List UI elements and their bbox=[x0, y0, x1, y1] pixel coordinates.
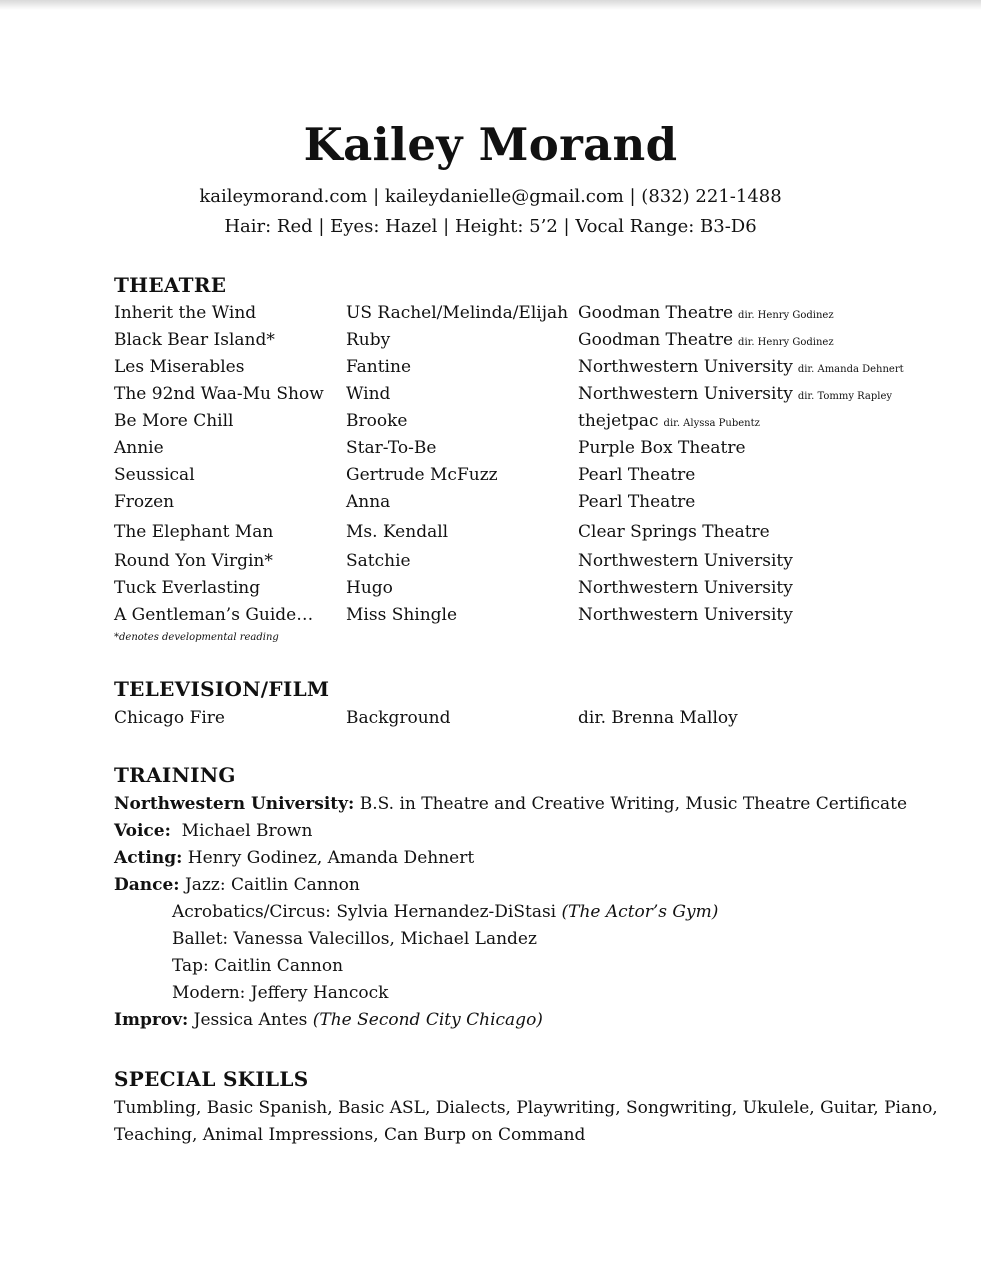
theatre-row bbox=[0, 384, 981, 408]
training-label: Dance: bbox=[114, 875, 180, 895]
show-title: Tuck Everlasting bbox=[114, 578, 261, 598]
role: Miss Shingle bbox=[346, 605, 458, 625]
venue: Pearl Theatre bbox=[578, 465, 696, 485]
director: dir. Alyssa Pubentz bbox=[663, 418, 760, 429]
theatre-row bbox=[0, 438, 981, 462]
training-acting bbox=[114, 848, 474, 868]
training-tap: Tap: Caitlin Cannon bbox=[172, 956, 344, 976]
theatre-row bbox=[0, 303, 981, 327]
skills-line-2: Teaching, Animal Impressions, Can Burp on Command bbox=[114, 1125, 586, 1145]
show-title: Chicago Fire bbox=[114, 708, 225, 728]
training-modern: Modern: Jeffery Hancock bbox=[172, 983, 389, 1003]
venue-cell bbox=[578, 303, 834, 323]
training-text: Jessica Antes bbox=[188, 1010, 313, 1030]
director: dir. Tommy Rapley bbox=[797, 391, 893, 402]
role: Ms. Kendall bbox=[346, 522, 449, 542]
show-title: Black Bear Island* bbox=[114, 330, 275, 350]
training-note: (The Actor’s Gym) bbox=[561, 902, 719, 922]
resume-name: Kailey Morand bbox=[303, 118, 678, 171]
venue-cell bbox=[578, 384, 892, 404]
theatre-heading: THEATRE bbox=[114, 273, 227, 297]
venue: Northwestern University bbox=[578, 578, 793, 598]
training-text: Henry Godinez, Amanda Dehnert bbox=[182, 848, 475, 868]
theatre-row bbox=[0, 578, 981, 602]
venue: thejetpac bbox=[578, 411, 659, 431]
special-skills-heading: SPECIAL SKILLS bbox=[114, 1067, 309, 1091]
venue: Pearl Theatre bbox=[578, 492, 696, 512]
show-title: The Elephant Man bbox=[114, 522, 274, 542]
theatre-row bbox=[0, 522, 981, 546]
training-label: Acting: bbox=[114, 848, 183, 868]
training-text: Michael Brown bbox=[170, 821, 313, 841]
role: Background bbox=[346, 708, 451, 728]
show-title: Frozen bbox=[114, 492, 175, 512]
training-text: Acrobatics/Circus: Sylvia Hernandez-DiStasi bbox=[172, 902, 562, 922]
venue: Northwestern University bbox=[578, 551, 793, 571]
theatre-row bbox=[0, 492, 981, 516]
role: Anna bbox=[346, 492, 391, 512]
role: Brooke bbox=[346, 411, 408, 431]
training-label: Northwestern University: bbox=[114, 794, 355, 814]
page-top-shadow bbox=[0, 0, 981, 10]
role: Wind bbox=[346, 384, 391, 404]
theatre-row bbox=[0, 330, 981, 354]
show-title: Seussical bbox=[114, 465, 195, 485]
training-text: Jazz: Caitlin Cannon bbox=[179, 875, 360, 895]
theatre-row bbox=[0, 465, 981, 489]
show-title: Round Yon Virgin* bbox=[114, 551, 273, 571]
tv-film-heading: TELEVISION/FILM bbox=[114, 677, 330, 701]
role: Hugo bbox=[346, 578, 393, 598]
training-note: (The Second City Chicago) bbox=[312, 1010, 543, 1030]
director: dir. Henry Godinez bbox=[738, 337, 834, 348]
show-title: A Gentleman’s Guide… bbox=[114, 605, 314, 625]
training-acrobatics bbox=[172, 902, 718, 922]
role: US Rachel/Melinda/Elijah bbox=[346, 303, 569, 323]
training-voice bbox=[114, 821, 312, 841]
venue-cell bbox=[578, 357, 904, 377]
role: Star-To-Be bbox=[346, 438, 437, 458]
training-heading: TRAINING bbox=[114, 763, 236, 787]
director: dir. Henry Godinez bbox=[738, 310, 834, 321]
venue: Goodman Theatre bbox=[578, 303, 734, 323]
skills-line-1: Tumbling, Basic Spanish, Basic ASL, Dialects, Playwriting, Songwriting, Ukulele, Guitar, Piano, bbox=[114, 1098, 938, 1118]
show-title: Annie bbox=[114, 438, 164, 458]
training-text: B.S. in Theatre and Creative Writing, Music Theatre Certificate bbox=[354, 794, 908, 814]
training-northwestern bbox=[114, 794, 907, 814]
show-title: Be More Chill bbox=[114, 411, 234, 431]
venue-cell bbox=[578, 411, 760, 431]
show-title: Inherit the Wind bbox=[114, 303, 257, 323]
developmental-footnote: *denotes developmental reading bbox=[114, 632, 279, 643]
venue-cell bbox=[578, 330, 834, 350]
tv-film-row bbox=[0, 708, 981, 732]
director: dir. Amanda Dehnert bbox=[797, 364, 904, 375]
stats-line: Hair: Red | Eyes: Hazel | Height: 5’2 | Vocal Range: B3-D6 bbox=[224, 216, 757, 237]
role: Gertrude McFuzz bbox=[346, 465, 498, 485]
venue: Northwestern University bbox=[578, 384, 793, 404]
training-label: Improv: bbox=[114, 1010, 189, 1030]
venue: Goodman Theatre bbox=[578, 330, 734, 350]
theatre-row bbox=[0, 605, 981, 629]
role: Satchie bbox=[346, 551, 411, 571]
theatre-row bbox=[0, 411, 981, 435]
role: Fantine bbox=[346, 357, 412, 377]
training-improv bbox=[114, 1010, 543, 1030]
training-dance bbox=[114, 875, 360, 895]
role: Ruby bbox=[346, 330, 391, 350]
venue: Clear Springs Theatre bbox=[578, 522, 770, 542]
venue: dir. Brenna Malloy bbox=[578, 708, 738, 728]
venue: Purple Box Theatre bbox=[578, 438, 746, 458]
theatre-row bbox=[0, 357, 981, 381]
training-label: Voice: bbox=[114, 821, 171, 841]
venue: Northwestern University bbox=[578, 357, 793, 377]
contact-line: kaileymorand.com | kaileydanielle@gmail.com | (832) 221-1488 bbox=[199, 186, 782, 207]
show-title: Les Miserables bbox=[114, 357, 245, 377]
training-ballet: Ballet: Vanessa Valecillos, Michael Landez bbox=[172, 929, 537, 949]
venue: Northwestern University bbox=[578, 605, 793, 625]
show-title: The 92nd Waa-Mu Show bbox=[114, 384, 324, 404]
theatre-row bbox=[0, 551, 981, 575]
